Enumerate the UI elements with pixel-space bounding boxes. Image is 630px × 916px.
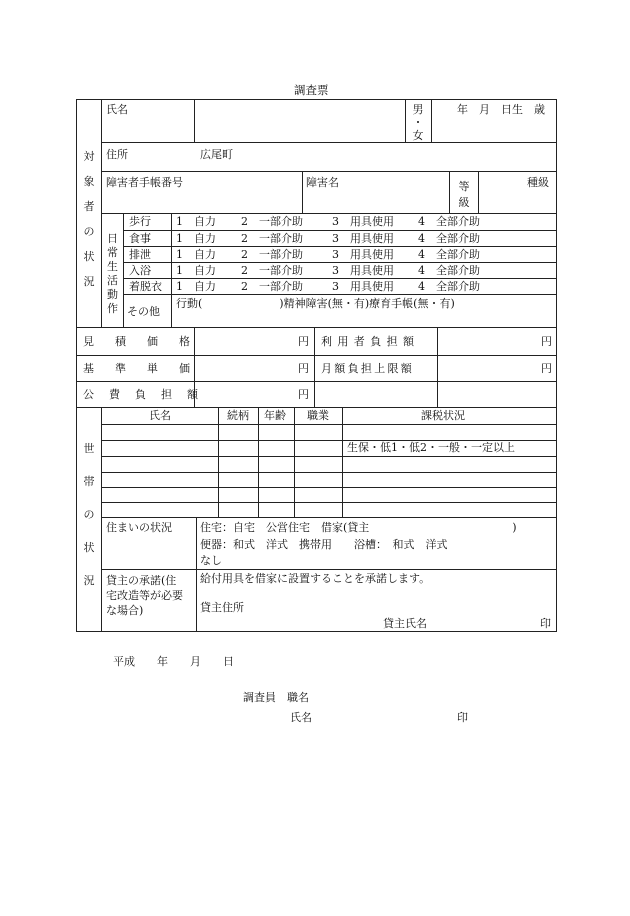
user-burden-label: 利用者負担額 — [321, 335, 420, 348]
option[interactable]: 3 用具使用 — [332, 232, 394, 245]
activity-label: 入浴 — [129, 264, 151, 277]
daily-activity-label: 日 常 生 活 動 作 — [107, 232, 118, 315]
housing-none[interactable]: なし — [200, 554, 222, 567]
option[interactable]: 4 全部介助 — [418, 264, 480, 277]
option[interactable]: 1 自力 — [176, 215, 216, 228]
form-title: 調査票 — [294, 83, 329, 97]
yen-unit: 円 — [298, 335, 309, 348]
option[interactable]: 1 自力 — [176, 248, 216, 261]
landlord-address-label[interactable]: 貸主住所 — [200, 601, 244, 614]
activity-label: 食事 — [129, 232, 151, 245]
option[interactable]: 3 用具使用 — [332, 280, 394, 293]
header-age: 年齢 — [264, 409, 286, 422]
option[interactable]: 1 自力 — [176, 264, 216, 277]
estimate-label: 見 積 価 格 — [83, 335, 195, 348]
option[interactable]: 4 全部介助 — [418, 232, 480, 245]
address-label: 住所 — [106, 148, 128, 161]
other-value[interactable]: 行動( )精神障害(無・有)療育手帳(無・有) — [176, 297, 455, 310]
activity-label: 排泄 — [129, 248, 151, 261]
yen-unit: 円 — [298, 388, 309, 401]
tax-status-options[interactable]: 生保・低1・低2・一般・一定以上 — [347, 441, 515, 454]
header-job: 職業 — [307, 409, 329, 422]
housing-type[interactable]: 住宅：自宅 公営住宅 借家(貸主 ) — [200, 521, 517, 534]
standard-label: 基 準 単 価 — [83, 362, 195, 375]
header-relation: 続柄 — [227, 409, 249, 422]
option[interactable]: 2 一部介助 — [241, 215, 303, 228]
birthdate-field[interactable]: 年 月 日生 歳 — [457, 103, 545, 116]
yen-unit: 円 — [298, 362, 309, 375]
housing-label: 住まいの状況 — [106, 521, 172, 534]
investigator-name[interactable]: 氏名 — [290, 711, 312, 724]
address-value[interactable]: 広尾町 — [200, 148, 233, 161]
landlord-label: 貸主の承諾(住 宅改造等が必要 な場合) — [106, 574, 183, 617]
subject-side-label: 対 象 者 の 状 況 — [83, 150, 95, 288]
option[interactable]: 4 全部介助 — [418, 248, 480, 261]
date-field[interactable]: 平成 年 月 日 — [113, 655, 234, 668]
header-name: 氏名 — [149, 409, 171, 422]
option[interactable]: 3 用具使用 — [332, 264, 394, 277]
other-label: その他 — [127, 305, 160, 318]
option[interactable]: 2 一部介助 — [241, 232, 303, 245]
landlord-name-label[interactable]: 貸主氏名 — [383, 617, 427, 630]
activity-label: 着脱衣 — [129, 280, 162, 293]
gender-field[interactable]: 男 ・ 女 — [412, 103, 424, 142]
option[interactable]: 2 一部介助 — [241, 264, 303, 277]
yen-unit: 円 — [541, 335, 552, 348]
activity-label: 歩行 — [129, 215, 151, 228]
option[interactable]: 2 一部介助 — [241, 280, 303, 293]
option[interactable]: 4 全部介助 — [418, 280, 480, 293]
landlord-consent: 給付用具を借家に設置することを承諾します。 — [200, 572, 431, 585]
toilet-bath-type[interactable]: 便器：和式 洋式 携帯用 浴槽： 和式 洋式 — [200, 538, 448, 551]
name-label: 氏名 — [106, 103, 128, 116]
option[interactable]: 2 一部介助 — [241, 248, 303, 261]
option[interactable]: 1 自力 — [176, 280, 216, 293]
option[interactable]: 1 自力 — [176, 232, 216, 245]
option[interactable]: 3 用具使用 — [332, 215, 394, 228]
option[interactable]: 3 用具使用 — [332, 248, 394, 261]
investigator-title[interactable]: 調査員 職名 — [243, 691, 309, 704]
grade-label: 等 級 — [458, 180, 470, 209]
disability-label: 障害名 — [306, 176, 339, 189]
header-tax: 課税状況 — [421, 409, 465, 422]
public-burden-label: 公 費 負 担 額 — [83, 388, 200, 401]
investigator-seal: 印 — [457, 711, 468, 724]
handbook-label: 障害者手帳番号 — [106, 176, 183, 189]
yen-unit: 円 — [541, 362, 552, 375]
type-label: 種級 — [527, 176, 549, 189]
option[interactable]: 4 全部介助 — [418, 215, 480, 228]
landlord-seal: 印 — [540, 617, 551, 630]
monthly-limit-label: 月額負担上限額 — [321, 362, 415, 375]
household-side-label: 世 帯 の 状 況 — [83, 442, 95, 587]
